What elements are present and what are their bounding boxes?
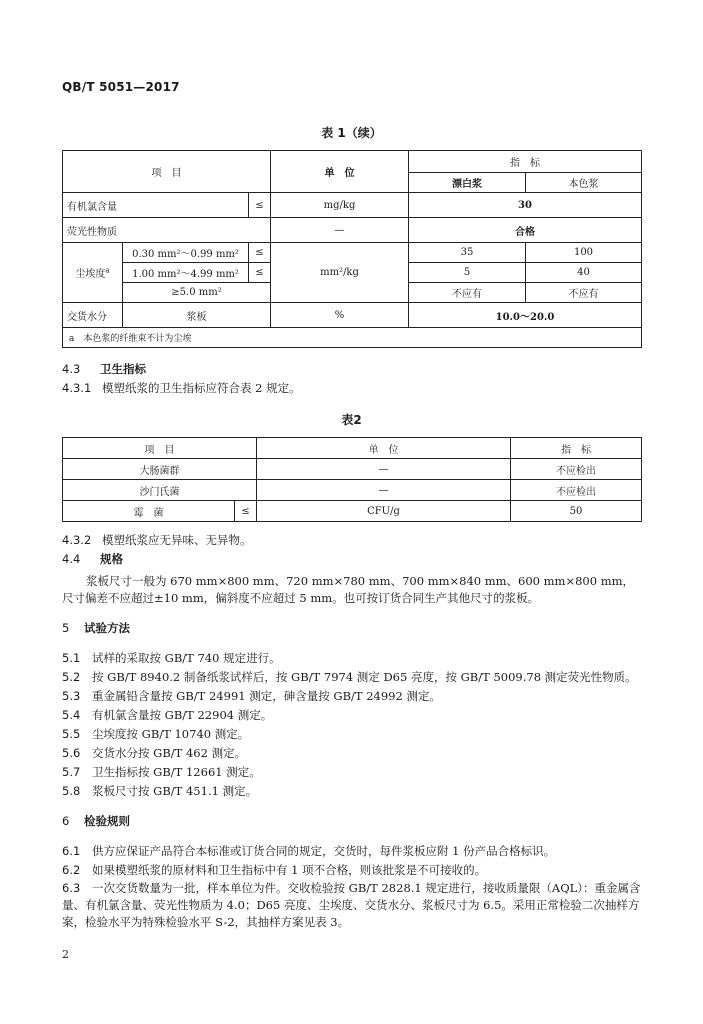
clause-num: 5.1 [62, 651, 81, 665]
clause-text: 卫生指标按 GB/T 12661 测定。 [92, 765, 261, 779]
t1-dust-bleached-2: 5 [409, 263, 526, 283]
clause-6-2 [62, 863, 486, 877]
clause-num: 5.2 [62, 670, 81, 684]
t1-moisture-unit: % [271, 303, 409, 328]
t2-row [63, 480, 642, 501]
t1-moisture-value: 10.0～20.0 [409, 303, 642, 328]
t2-row [63, 459, 642, 480]
clause-5-3 [62, 689, 441, 703]
clause-text: 按 GB/T 8940.2 制备纸浆试样后，按 GB/T 7974 测定 D65 亮度，按 GB/T 5009.78 测定荧光性物质。 [92, 670, 637, 684]
t1-fluor-value: 合格 [409, 218, 642, 243]
t2-unit: — [257, 480, 511, 501]
t2-unit: CFU/g [257, 501, 511, 522]
t2-name: 沙门氏菌 [63, 480, 257, 501]
t1-moisture-name: 交货水分 [63, 303, 123, 328]
clause-4-3-1-text: 模塑纸浆的卫生指标应符合表 2 规定。 [102, 381, 301, 395]
table2-caption: 表2 [341, 413, 362, 427]
t1-dust-unit: mm²/kg [271, 243, 409, 303]
clause-num: 5.3 [62, 689, 81, 703]
t2-value: 50 [511, 501, 642, 522]
section-6 [62, 814, 130, 828]
standard-code: QB/T 5051—2017 [62, 80, 180, 94]
clause-4-3-2-text: 模塑纸浆应无异味、无异物。 [102, 533, 252, 547]
t2-value: 不应检出 [511, 459, 642, 480]
section-4-3-title: 卫生指标 [100, 362, 146, 376]
clause-text: 一次交货数量为一批，样本单位为件。交收检验按 GB/T 2828.1 规定进行，接收质量限（AQL）：重金属含量、有机氯含量、荧光性物质为 4.0；D65 亮度、尘埃度、交货水分、浆板尺寸为 6.5。采用正常检验二次抽样方案，检验水平为特殊检验水平 S-2，其抽样方案见表 3。 [62, 881, 641, 929]
t1-row-note [63, 328, 642, 348]
clause-num: 6.2 [62, 863, 81, 877]
t1-fluor-name: 荧光性物质 [63, 218, 271, 243]
t1-chlorine-sym: ≤ [249, 193, 271, 218]
t2-row [63, 501, 642, 522]
t1-chlorine-name: 有机氯含量 [63, 193, 249, 218]
clause-text: 浆板尺寸按 GB/T 451.1 测定。 [92, 784, 258, 798]
clause-5-7 [62, 765, 261, 779]
clause-text: 供方应保证产品符合本标准或订货合同的规定，交货时，每件浆板应附 1 份产品合格标识。 [92, 844, 556, 858]
clause-6-3 [62, 880, 641, 931]
t2-unit: — [257, 459, 511, 480]
clause-text: 交货水分按 GB/T 462 测定。 [92, 746, 247, 760]
footnote-mark: a [105, 266, 110, 275]
t1-dust-bleached-3: 不应有 [409, 283, 526, 303]
clause-4-3-1 [62, 381, 301, 395]
t1-footnote: a 本色浆的纤维束不计为尘埃 [63, 328, 642, 348]
table1-caption: 表 1（续） [321, 126, 382, 140]
clause-text: 如果模塑纸浆的原材料和卫生指标中有 1 项不合格，则该批浆是不可接收的。 [92, 863, 487, 877]
t2-head-unit: 单 位 [257, 438, 511, 459]
t1-row-dust-1 [63, 243, 642, 263]
t1-dust-range-1: 0.30 mm²～0.99 mm² [123, 243, 249, 263]
clause-5-6 [62, 746, 246, 760]
clause-5-4 [62, 708, 272, 722]
t2-name: 霉 菌 [63, 501, 235, 522]
section-5-title: 试验方法 [84, 621, 130, 635]
t1-chlorine-unit: mg/kg [271, 193, 409, 218]
clause-text: 尘埃度按 GB/T 10740 测定。 [92, 727, 250, 741]
t1-chlorine-value: 30 [409, 193, 642, 218]
t1-dust-unbleached-3: 不应有 [526, 283, 642, 303]
table2 [62, 437, 642, 522]
clause-4-3-2 [62, 533, 252, 547]
t1-head-unbleached: 本色浆 [526, 173, 642, 193]
clause-5-1 [62, 651, 281, 665]
t1-head-unit: 单 位 [271, 151, 409, 193]
t2-name: 大肠菌群 [63, 459, 257, 480]
section-6-num: 6 [62, 814, 70, 828]
page-number: 2 [62, 948, 69, 961]
clause-6-1 [62, 844, 555, 858]
t2-sym: ≤ [235, 501, 257, 522]
section-4-4-num: 4.4 [62, 552, 81, 566]
section-4-3 [62, 362, 146, 376]
clause-text: 重金属铅含量按 GB/T 24991 测定，砷含量按 GB/T 24992 测定。 [92, 689, 441, 703]
t1-row-chlorine [63, 193, 642, 218]
t1-row-moisture [63, 303, 642, 328]
t1-dust-name: 尘埃度$^a$ [63, 243, 123, 303]
t1-moisture-form: 浆板 [123, 303, 271, 328]
clause-num: 5.8 [62, 784, 81, 798]
t1-head-item: 项 目 [63, 151, 271, 193]
clause-5-2 [62, 670, 637, 684]
clause-num: 5.7 [62, 765, 81, 779]
t1-dust-sym-2: ≤ [249, 263, 271, 283]
section-4-4 [62, 552, 123, 566]
clause-5-8 [62, 784, 257, 798]
section-5 [62, 621, 130, 635]
t1-head-bleached: 漂白浆 [409, 173, 526, 193]
clause-5-5 [62, 727, 249, 741]
t1-dust-unbleached-1: 100 [526, 243, 642, 263]
clause-4-3-2-num: 4.3.2 [62, 533, 92, 547]
t1-dust-bleached-1: 35 [409, 243, 526, 263]
t2-head-index: 指 标 [511, 438, 642, 459]
clause-num: 5.5 [62, 727, 81, 741]
section-4-4-text: 浆板尺寸一般为 670 mm×800 mm、720 mm×780 mm、700 mm×840 mm、600 mm×800 mm，尺寸偏差不应超过±10 mm，偏斜度不应超过 5 mm。也可按订货合同生产其他尺寸的浆板。 [62, 574, 635, 605]
t1-row-fluor [63, 218, 642, 243]
t1-dust-unbleached-2: 40 [526, 263, 642, 283]
clause-text: 有机氯含量按 GB/T 22904 测定。 [92, 708, 273, 722]
clause-4-3-1-num: 4.3.1 [62, 381, 92, 395]
section-4-3-num: 4.3 [62, 362, 81, 376]
section-4-4-title: 规格 [100, 552, 123, 566]
clause-num: 6.3 [62, 881, 81, 895]
clause-num: 5.6 [62, 746, 81, 760]
t1-dust-range-3: ≥5.0 mm² [123, 283, 271, 303]
t2-head-item: 项 目 [63, 438, 257, 459]
t2-value: 不应检出 [511, 480, 642, 501]
clause-text: 试样的采取按 GB/T 740 规定进行。 [92, 651, 281, 665]
section-6-title: 检验规则 [84, 814, 130, 828]
section-5-num: 5 [62, 621, 70, 635]
t1-dust-range-2: 1.00 mm²～4.99 mm² [123, 263, 249, 283]
clause-num: 6.1 [62, 844, 81, 858]
t1-fluor-unit: — [271, 218, 409, 243]
t1-head-index: 指 标 [409, 151, 642, 173]
t1-dust-sym-1: ≤ [249, 243, 271, 263]
table1 [62, 150, 642, 348]
clause-num: 5.4 [62, 708, 81, 722]
